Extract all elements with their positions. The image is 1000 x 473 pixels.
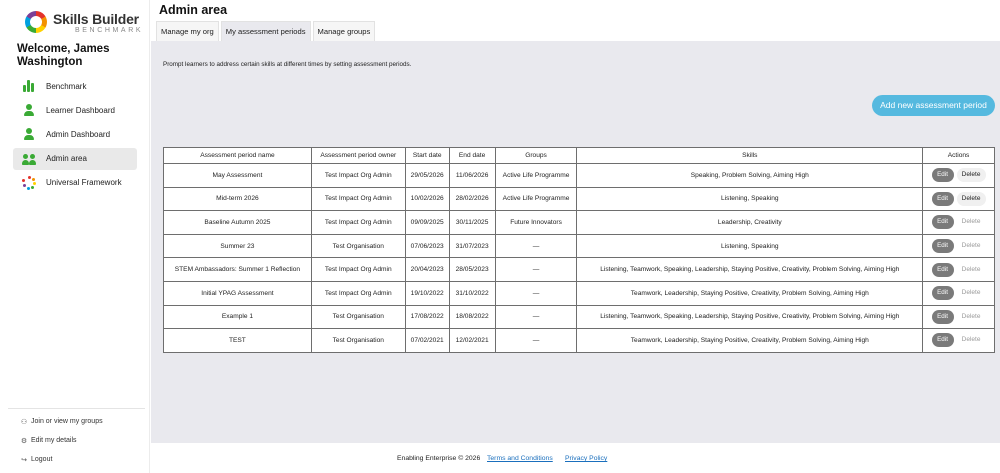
cell-groups: — bbox=[495, 234, 577, 258]
cell-end-date: 12/02/2021 bbox=[449, 329, 495, 353]
sidebar-item-label: Admin area bbox=[46, 154, 87, 164]
cell-end-date: 28/02/2026 bbox=[449, 187, 495, 211]
cell-owner: Test Impact Org Admin bbox=[311, 281, 405, 305]
group-icon bbox=[22, 152, 36, 166]
sidebar-item-label: Benchmark bbox=[46, 81, 87, 91]
cell-groups: Active Life Programme bbox=[495, 187, 577, 211]
cell-skills: Listening, Speaking bbox=[577, 234, 923, 258]
cell-end-date: 31/10/2022 bbox=[449, 281, 495, 305]
cell-skills: Listening, Teamwork, Speaking, Leadership, Staying Positive, Creativity, Problem Solving, Aiming High bbox=[577, 305, 923, 329]
cell-period-name: Initial YPAG Assessment bbox=[164, 281, 312, 305]
cell-owner: Test Organisation bbox=[311, 329, 405, 353]
logo-subtitle: BENCHMARK bbox=[75, 27, 144, 34]
admin-dashboard-icon bbox=[22, 127, 36, 141]
cell-actions bbox=[923, 187, 995, 211]
delete-button: Delete bbox=[957, 310, 986, 324]
table-row bbox=[164, 164, 995, 188]
cell-period-name: TEST bbox=[164, 329, 312, 353]
sidebar-item-admin-area[interactable] bbox=[13, 148, 137, 170]
cell-period-name: May Assessment bbox=[164, 164, 312, 188]
cell-start-date: 17/08/2022 bbox=[405, 305, 449, 329]
cell-groups: — bbox=[495, 258, 577, 282]
delete-button: Delete bbox=[957, 263, 986, 277]
column-header-actions: Actions bbox=[923, 148, 995, 164]
sidebar bbox=[0, 0, 150, 473]
add-assessment-period-button[interactable]: Add new assessment period bbox=[872, 95, 995, 116]
cell-end-date: 11/06/2026 bbox=[449, 164, 495, 188]
logo-name-part2: Builder bbox=[92, 11, 139, 27]
cell-owner: Test Impact Org Admin bbox=[311, 211, 405, 235]
edit-button[interactable]: Edit bbox=[932, 286, 954, 300]
cell-actions bbox=[923, 281, 995, 305]
edit-button[interactable]: Edit bbox=[932, 239, 954, 253]
tab-manage-groups[interactable]: Manage groups bbox=[313, 21, 376, 41]
cell-actions bbox=[923, 211, 995, 235]
cell-actions bbox=[923, 329, 995, 353]
sidebar-item-learner-dashboard[interactable] bbox=[13, 99, 137, 121]
sidebar-item-benchmark[interactable] bbox=[13, 75, 137, 97]
sidebar-bottom-links bbox=[8, 408, 145, 469]
cell-owner: Test Impact Org Admin bbox=[311, 187, 405, 211]
cell-groups: — bbox=[495, 281, 577, 305]
delete-button: Delete bbox=[957, 286, 986, 300]
row-actions bbox=[923, 215, 994, 229]
edit-details-link[interactable] bbox=[8, 431, 145, 450]
cell-period-name: Summer 23 bbox=[164, 234, 312, 258]
sidebar-item-label: Universal Framework bbox=[46, 178, 122, 188]
logout-label: Logout bbox=[31, 456, 53, 463]
row-actions bbox=[923, 310, 994, 324]
cell-start-date: 19/10/2022 bbox=[405, 281, 449, 305]
row-actions bbox=[923, 333, 994, 347]
cell-owner: Test Impact Org Admin bbox=[311, 164, 405, 188]
gear-icon: ⚙ bbox=[20, 437, 28, 445]
row-actions bbox=[923, 168, 994, 182]
column-header-skills: Skills bbox=[577, 148, 923, 164]
assessment-periods-panel bbox=[151, 41, 1000, 443]
cell-end-date: 18/08/2022 bbox=[449, 305, 495, 329]
column-header-groups: Groups bbox=[495, 148, 577, 164]
people-icon: ⚇ bbox=[20, 418, 28, 426]
footer-copyright: Enabling Enterprise © 2026 bbox=[397, 455, 481, 462]
cell-groups: — bbox=[495, 305, 577, 329]
cell-skills: Teamwork, Leadership, Staying Positive, Creativity, Problem Solving, Aiming High bbox=[577, 329, 923, 353]
column-header-owner: Assessment period owner bbox=[311, 148, 405, 164]
cell-actions bbox=[923, 234, 995, 258]
tab-my-assessment-periods[interactable]: My assessment periods bbox=[221, 21, 311, 41]
sidebar-item-universal-framework[interactable] bbox=[13, 172, 137, 194]
edit-button[interactable]: Edit bbox=[932, 215, 954, 229]
cell-skills: Teamwork, Leadership, Staying Positive, Creativity, Problem Solving, Aiming High bbox=[577, 281, 923, 305]
edit-button[interactable]: Edit bbox=[932, 333, 954, 347]
page-title: Admin area bbox=[159, 3, 228, 17]
cell-owner: Test Organisation bbox=[311, 305, 405, 329]
footer bbox=[151, 443, 1000, 473]
cell-skills: Leadership, Creativity bbox=[577, 211, 923, 235]
column-header-name: Assessment period name bbox=[164, 148, 312, 164]
edit-button[interactable]: Edit bbox=[932, 168, 954, 182]
cell-start-date: 07/06/2023 bbox=[405, 234, 449, 258]
join-groups-link[interactable] bbox=[8, 412, 145, 431]
cell-period-name: Example 1 bbox=[164, 305, 312, 329]
column-header-end-date: End date bbox=[449, 148, 495, 164]
learner-icon bbox=[22, 103, 36, 117]
table-row bbox=[164, 234, 995, 258]
privacy-link[interactable]: Privacy Policy bbox=[565, 455, 608, 462]
table-body bbox=[164, 164, 995, 353]
edit-button[interactable]: Edit bbox=[932, 263, 954, 277]
logout-link[interactable] bbox=[8, 450, 145, 469]
cell-groups: Active Life Programme bbox=[495, 164, 577, 188]
cell-start-date: 07/02/2021 bbox=[405, 329, 449, 353]
cell-end-date: 28/05/2023 bbox=[449, 258, 495, 282]
sidebar-item-label: Learner Dashboard bbox=[46, 105, 115, 115]
cell-period-name: Mid-term 2026 bbox=[164, 187, 312, 211]
logo-ring-icon bbox=[25, 11, 47, 33]
table-header-row bbox=[164, 148, 995, 164]
delete-button[interactable]: Delete bbox=[957, 192, 986, 206]
bar-chart-icon bbox=[22, 79, 36, 93]
logo-name-part1: Skills bbox=[53, 11, 89, 27]
table-row bbox=[164, 305, 995, 329]
cell-owner: Test Impact Org Admin bbox=[311, 258, 405, 282]
cell-start-date: 09/09/2025 bbox=[405, 211, 449, 235]
row-actions bbox=[923, 239, 994, 253]
skills-builder-logo[interactable] bbox=[25, 11, 145, 37]
framework-dots-icon bbox=[22, 176, 36, 190]
terms-link[interactable]: Terms and Conditions bbox=[487, 455, 553, 462]
sidebar-nav bbox=[13, 75, 137, 196]
table-row bbox=[164, 281, 995, 305]
table-row bbox=[164, 187, 995, 211]
cell-start-date: 10/02/2026 bbox=[405, 187, 449, 211]
row-actions bbox=[923, 192, 994, 206]
cell-period-name: Baseline Autumn 2025 bbox=[164, 211, 312, 235]
column-header-start-date: Start date bbox=[405, 148, 449, 164]
main-content bbox=[151, 0, 1000, 473]
delete-button: Delete bbox=[957, 333, 986, 347]
delete-button[interactable]: Delete bbox=[957, 168, 986, 182]
cell-skills: Listening, Teamwork, Speaking, Leadership, Staying Positive, Creativity, Problem Solving, Aiming High bbox=[577, 258, 923, 282]
cell-start-date: 20/04/2023 bbox=[405, 258, 449, 282]
sidebar-item-label: Admin Dashboard bbox=[46, 129, 111, 139]
panel-description: Prompt learners to address certain skills at different times by setting assessment periods. bbox=[163, 61, 412, 68]
edit-details-label: Edit my details bbox=[31, 437, 77, 444]
admin-tabs bbox=[156, 21, 377, 41]
cell-groups: — bbox=[495, 329, 577, 353]
cell-start-date: 29/05/2026 bbox=[405, 164, 449, 188]
cell-end-date: 30/11/2025 bbox=[449, 211, 495, 235]
cell-actions bbox=[923, 164, 995, 188]
sidebar-item-admin-dashboard[interactable] bbox=[13, 123, 137, 145]
table-row bbox=[164, 211, 995, 235]
join-groups-label: Join or view my groups bbox=[31, 418, 103, 425]
cell-end-date: 31/07/2023 bbox=[449, 234, 495, 258]
cell-skills: Speaking, Problem Solving, Aiming High bbox=[577, 164, 923, 188]
tab-manage-my-org[interactable]: Manage my org bbox=[156, 21, 219, 41]
cell-period-name: STEM Ambassadors: Summer 1 Reflection bbox=[164, 258, 312, 282]
cell-groups: Future Innovators bbox=[495, 211, 577, 235]
logout-icon: ↪ bbox=[21, 456, 27, 464]
cell-actions bbox=[923, 305, 995, 329]
cell-actions bbox=[923, 258, 995, 282]
table-row bbox=[164, 329, 995, 353]
table-row bbox=[164, 258, 995, 282]
assessment-periods-table bbox=[163, 147, 995, 353]
row-actions bbox=[923, 263, 994, 277]
delete-button: Delete bbox=[957, 239, 986, 253]
edit-button[interactable]: Edit bbox=[932, 192, 954, 206]
delete-button: Delete bbox=[957, 215, 986, 229]
row-actions bbox=[923, 286, 994, 300]
welcome-message: Welcome, James Washington bbox=[17, 43, 110, 68]
edit-button[interactable]: Edit bbox=[932, 310, 954, 324]
cell-owner: Test Organisation bbox=[311, 234, 405, 258]
cell-skills: Listening, Speaking bbox=[577, 187, 923, 211]
